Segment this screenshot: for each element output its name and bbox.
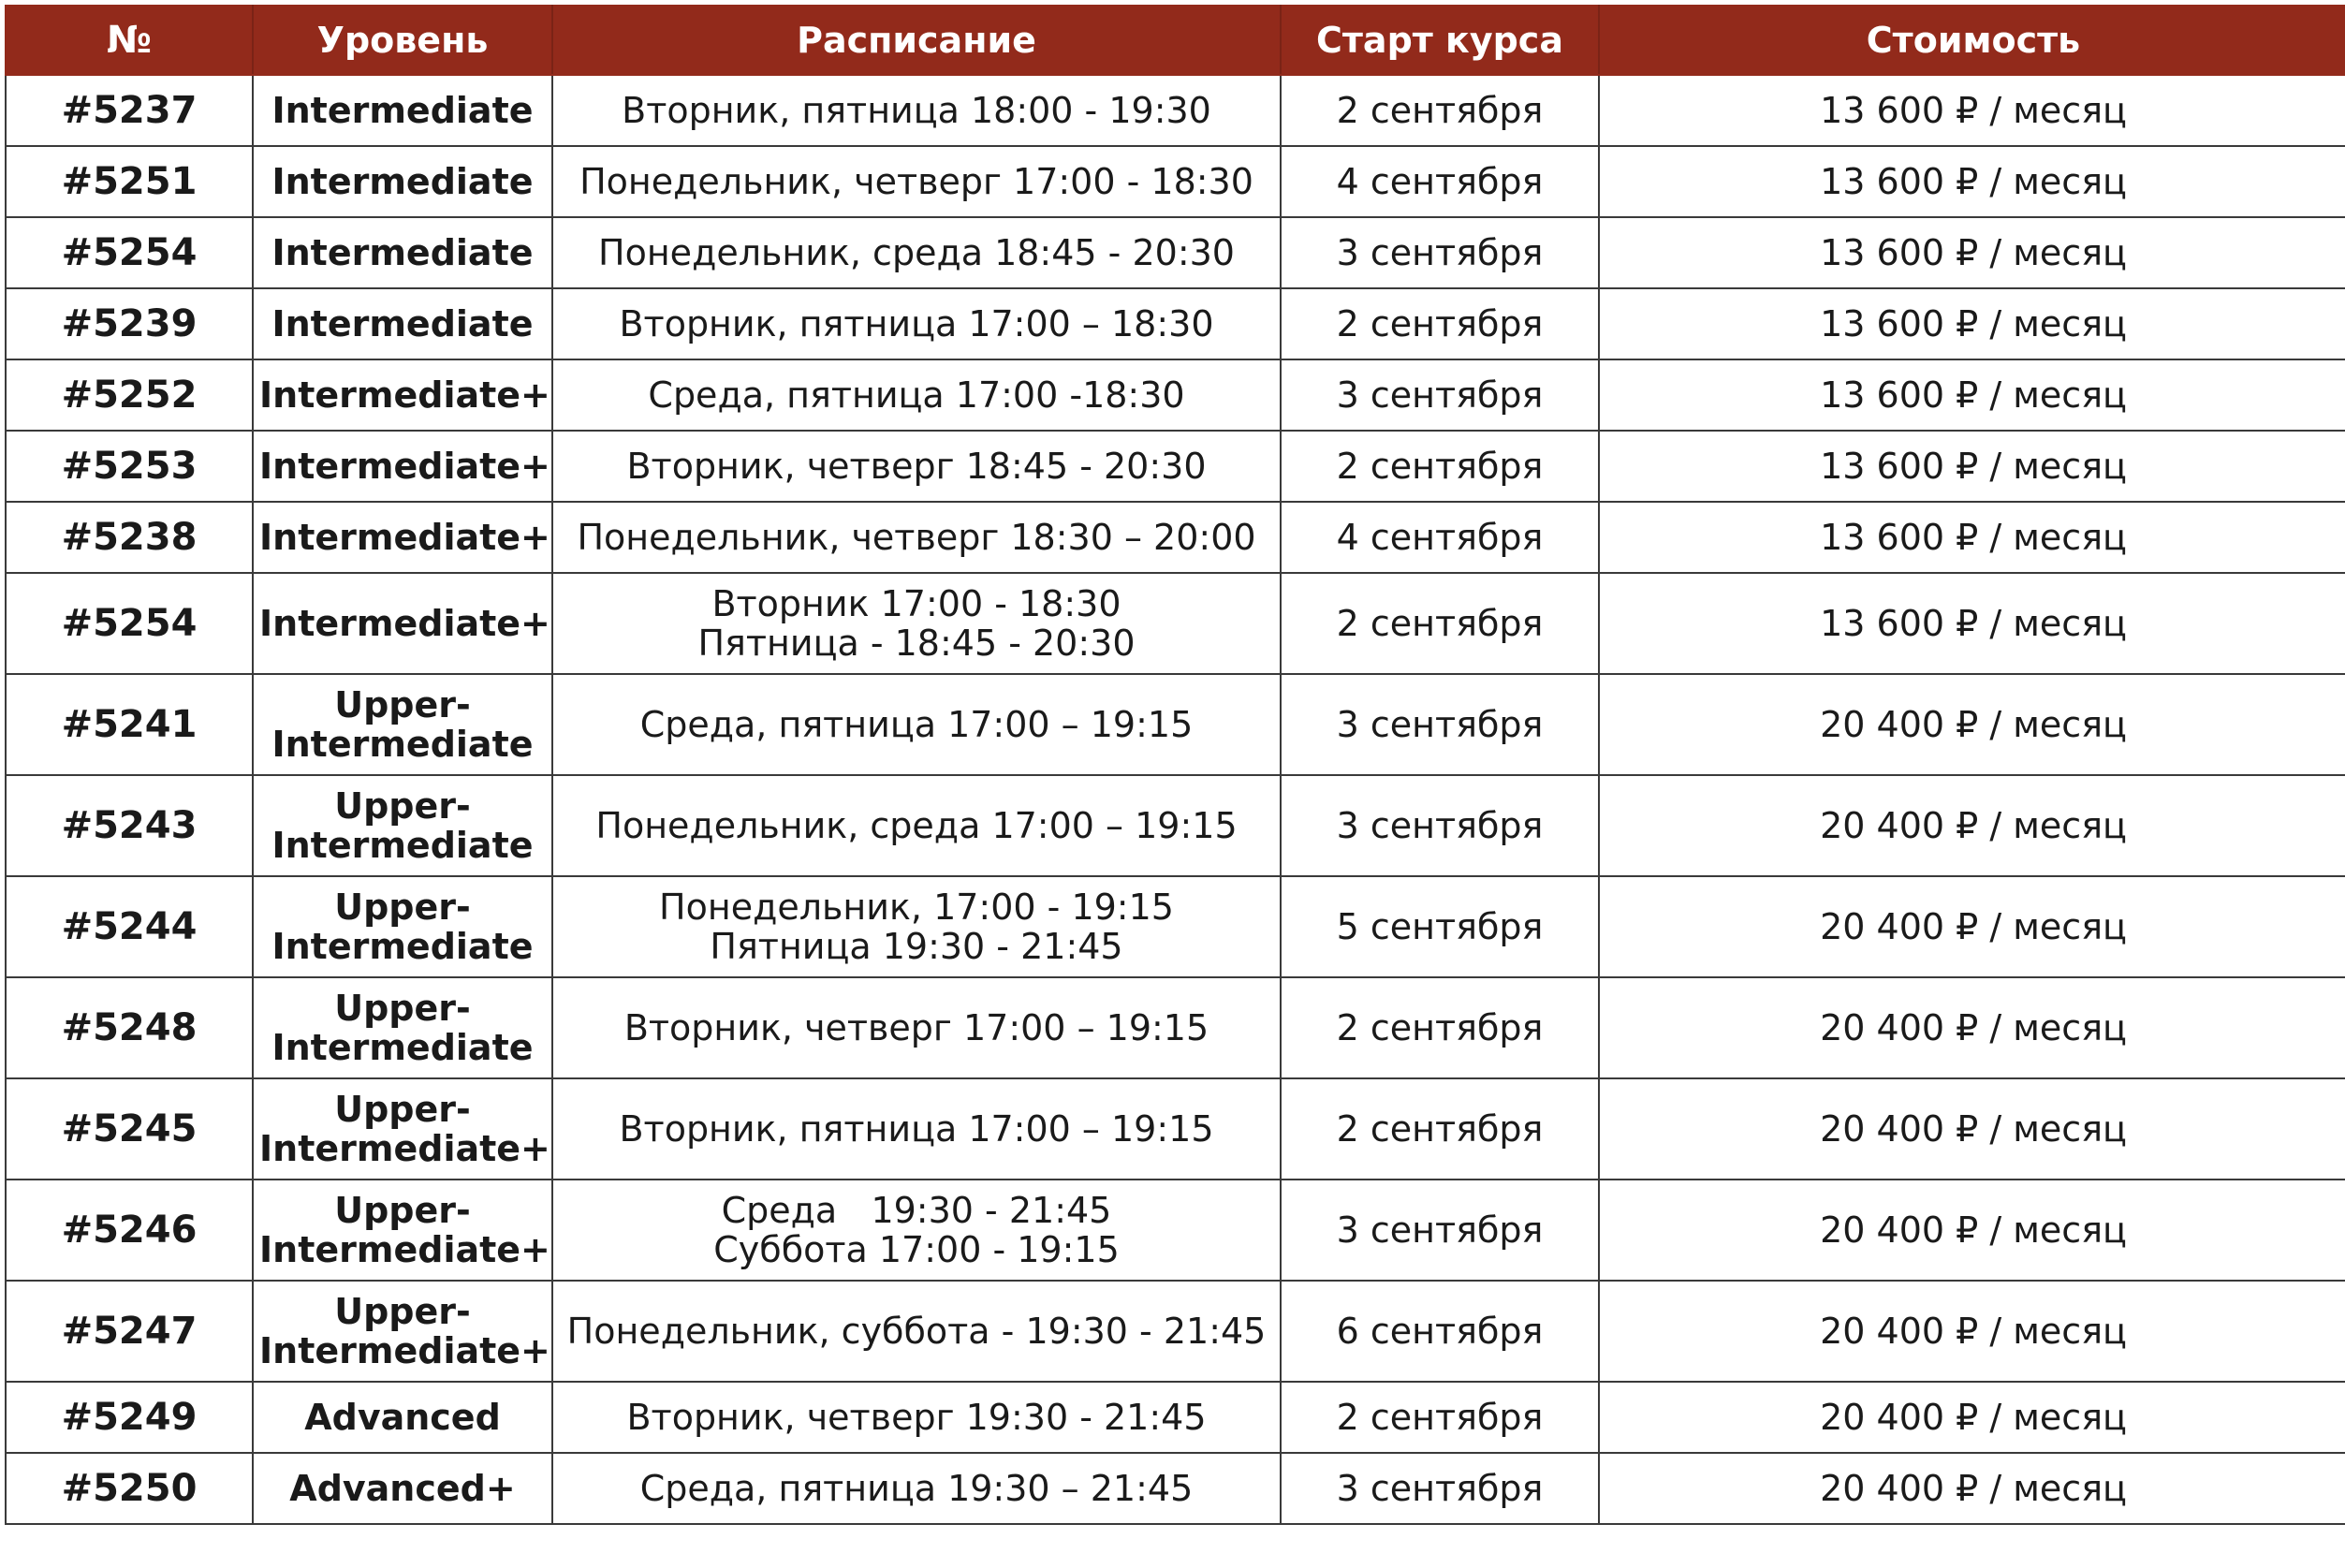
level-cell [253,359,552,431]
start-date-cell: 3 сентября [1281,359,1599,431]
table-row [6,75,2345,146]
group-number-cell: #5250 [6,1453,253,1524]
price-cell: 20 400 ₽ / месяц [1599,1078,2345,1180]
schedule-cell [552,502,1281,573]
level-cell [253,217,552,288]
table-row [6,359,2345,431]
group-number-cell: #5246 [6,1180,253,1281]
schedule-line: Вторник, пятница 18:00 - 19:30 [622,90,1211,131]
table-row [6,1453,2345,1524]
price-cell: 20 400 ₽ / месяц [1599,775,2345,876]
level-cell [253,1453,552,1524]
schedule-cell [552,431,1281,502]
level-line: Intermediate [271,303,534,344]
level-cell [253,1382,552,1453]
price-cell: 13 600 ₽ / месяц [1599,431,2345,502]
schedule-cell [552,75,1281,146]
start-date-cell: 4 сентября [1281,502,1599,573]
level-line: Intermediate [271,161,534,202]
price-cell: 13 600 ₽ / месяц [1599,75,2345,146]
schedule-cell [552,1078,1281,1180]
level-line: Intermediate [271,90,534,131]
level-line: Intermediate+ [259,1229,550,1270]
schedule-line: Понедельник, четверг 17:00 - 18:30 [579,161,1253,202]
price-cell: 13 600 ₽ / месяц [1599,146,2345,217]
start-date-cell: 5 сентября [1281,876,1599,977]
level-line: Intermediate [271,825,534,866]
schedule-line: Среда 19:30 - 21:45 [721,1190,1112,1231]
schedule-cell [552,1180,1281,1281]
level-cell [253,1078,552,1180]
start-date-cell: 6 сентября [1281,1281,1599,1382]
group-number-cell: #5244 [6,876,253,977]
schedule-cell [552,217,1281,288]
table-row [6,217,2345,288]
start-date-cell: 3 сентября [1281,674,1599,775]
level-line: Intermediate+ [259,446,550,487]
table-row [6,876,2345,977]
level-cell [253,146,552,217]
group-number-cell: #5254 [6,217,253,288]
schedule-line: Среда, пятница 17:00 – 19:15 [639,704,1194,745]
level-cell [253,876,552,977]
level-line: Intermediate+ [259,517,550,558]
table-row [6,288,2345,359]
schedule-cell [552,288,1281,359]
level-cell [253,674,552,775]
level-line: Upper- [334,1089,471,1130]
schedule-line: Понедельник, среда 18:45 - 20:30 [598,232,1235,273]
group-number-cell: #5239 [6,288,253,359]
level-cell [253,502,552,573]
start-date-cell: 3 сентября [1281,1453,1599,1524]
table-row [6,146,2345,217]
price-cell: 13 600 ₽ / месяц [1599,288,2345,359]
level-line: Intermediate+ [259,1128,550,1169]
level-line: Upper- [334,684,471,725]
schedule-cell [552,359,1281,431]
table-row [6,1180,2345,1281]
header-price: Стоимость [1599,6,2345,75]
level-line: Advanced+ [289,1468,516,1509]
price-cell: 20 400 ₽ / месяц [1599,1281,2345,1382]
level-line: Upper- [334,785,471,827]
level-cell [253,977,552,1078]
price-cell: 13 600 ₽ / месяц [1599,217,2345,288]
schedule-line: Суббота 17:00 - 19:15 [713,1229,1120,1270]
price-cell: 13 600 ₽ / месяц [1599,502,2345,573]
table-row [6,431,2345,502]
level-line: Intermediate [271,232,534,273]
price-cell: 20 400 ₽ / месяц [1599,674,2345,775]
group-number-cell: #5237 [6,75,253,146]
start-date-cell: 3 сентября [1281,217,1599,288]
level-cell [253,775,552,876]
group-number-cell: #5252 [6,359,253,431]
price-cell: 13 600 ₽ / месяц [1599,573,2345,674]
group-number-cell: #5238 [6,502,253,573]
level-cell [253,75,552,146]
schedule-cell [552,1453,1281,1524]
schedule-line: Вторник, четверг 17:00 – 19:15 [623,1007,1209,1048]
start-date-cell: 2 сентября [1281,431,1599,502]
schedule-line: Понедельник, суббота - 19:30 - 21:45 [566,1311,1267,1352]
level-cell [253,573,552,674]
group-number-cell: #5241 [6,674,253,775]
level-line: Advanced [304,1397,501,1438]
group-number-cell: #5249 [6,1382,253,1453]
table-body [6,75,2345,1524]
level-line: Intermediate [271,926,534,967]
level-line: Intermediate [271,724,534,765]
start-date-cell: 2 сентября [1281,288,1599,359]
level-cell [253,288,552,359]
group-number-cell: #5253 [6,431,253,502]
group-number-cell: #5248 [6,977,253,1078]
header-num: № [6,6,253,75]
start-date-cell: 3 сентября [1281,1180,1599,1281]
schedule-table [5,5,2345,1525]
schedule-cell [552,775,1281,876]
start-date-cell: 2 сентября [1281,1078,1599,1180]
schedule-line: Пятница - 18:45 - 20:30 [697,623,1136,664]
schedule-cell [552,1382,1281,1453]
schedule-cell [552,146,1281,217]
header-start: Старт курса [1281,6,1599,75]
schedule-cell [552,1281,1281,1382]
level-cell [253,1180,552,1281]
table-row [6,775,2345,876]
schedule-cell [552,573,1281,674]
start-date-cell: 4 сентября [1281,146,1599,217]
schedule-line: Вторник, пятница 17:00 – 19:15 [619,1108,1214,1150]
schedule-line: Понедельник, среда 17:00 – 19:15 [595,805,1238,846]
level-line: Intermediate+ [259,603,550,644]
schedule-line: Вторник 17:00 - 18:30 [711,583,1121,624]
group-number-cell: #5251 [6,146,253,217]
level-cell [253,1281,552,1382]
price-cell: 20 400 ₽ / месяц [1599,1382,2345,1453]
schedule-line: Среда, пятница 19:30 – 21:45 [639,1468,1194,1509]
price-cell: 20 400 ₽ / месяц [1599,876,2345,977]
level-cell [253,431,552,502]
group-number-cell: #5245 [6,1078,253,1180]
level-line: Upper- [334,1291,471,1332]
table-row [6,977,2345,1078]
start-date-cell: 2 сентября [1281,1382,1599,1453]
table-row [6,573,2345,674]
schedule-line: Вторник, пятница 17:00 – 18:30 [619,303,1214,344]
level-line: Upper- [334,988,471,1029]
price-cell: 20 400 ₽ / месяц [1599,1180,2345,1281]
schedule-cell [552,977,1281,1078]
price-cell: 20 400 ₽ / месяц [1599,977,2345,1078]
schedule-line: Среда, пятница 17:00 -18:30 [648,374,1185,416]
table-header-row [6,6,2345,75]
schedule-line: Понедельник, четверг 18:30 – 20:00 [577,517,1256,558]
header-schedule: Расписание [552,6,1281,75]
start-date-cell: 3 сентября [1281,775,1599,876]
table-row [6,1382,2345,1453]
schedule-cell [552,876,1281,977]
start-date-cell: 2 сентября [1281,573,1599,674]
table-row [6,1281,2345,1382]
schedule-line: Понедельник, 17:00 - 19:15 [659,887,1174,928]
price-cell: 20 400 ₽ / месяц [1599,1453,2345,1524]
schedule-line: Пятница 19:30 - 21:45 [710,926,1123,967]
schedule-cell [552,674,1281,775]
level-line: Upper- [334,1190,471,1231]
header-level: Уровень [253,6,552,75]
group-number-cell: #5254 [6,573,253,674]
level-line: Intermediate+ [259,374,550,416]
table-row [6,674,2345,775]
level-line: Intermediate+ [259,1330,550,1371]
schedule-line: Вторник, четверг 18:45 - 20:30 [626,446,1207,487]
level-line: Intermediate [271,1027,534,1068]
table-row [6,1078,2345,1180]
schedule-line: Вторник, четверг 19:30 - 21:45 [626,1397,1207,1438]
level-line: Upper- [334,887,471,928]
table-row [6,502,2345,573]
start-date-cell: 2 сентября [1281,75,1599,146]
start-date-cell: 2 сентября [1281,977,1599,1078]
price-cell: 13 600 ₽ / месяц [1599,359,2345,431]
group-number-cell: #5247 [6,1281,253,1382]
group-number-cell: #5243 [6,775,253,876]
